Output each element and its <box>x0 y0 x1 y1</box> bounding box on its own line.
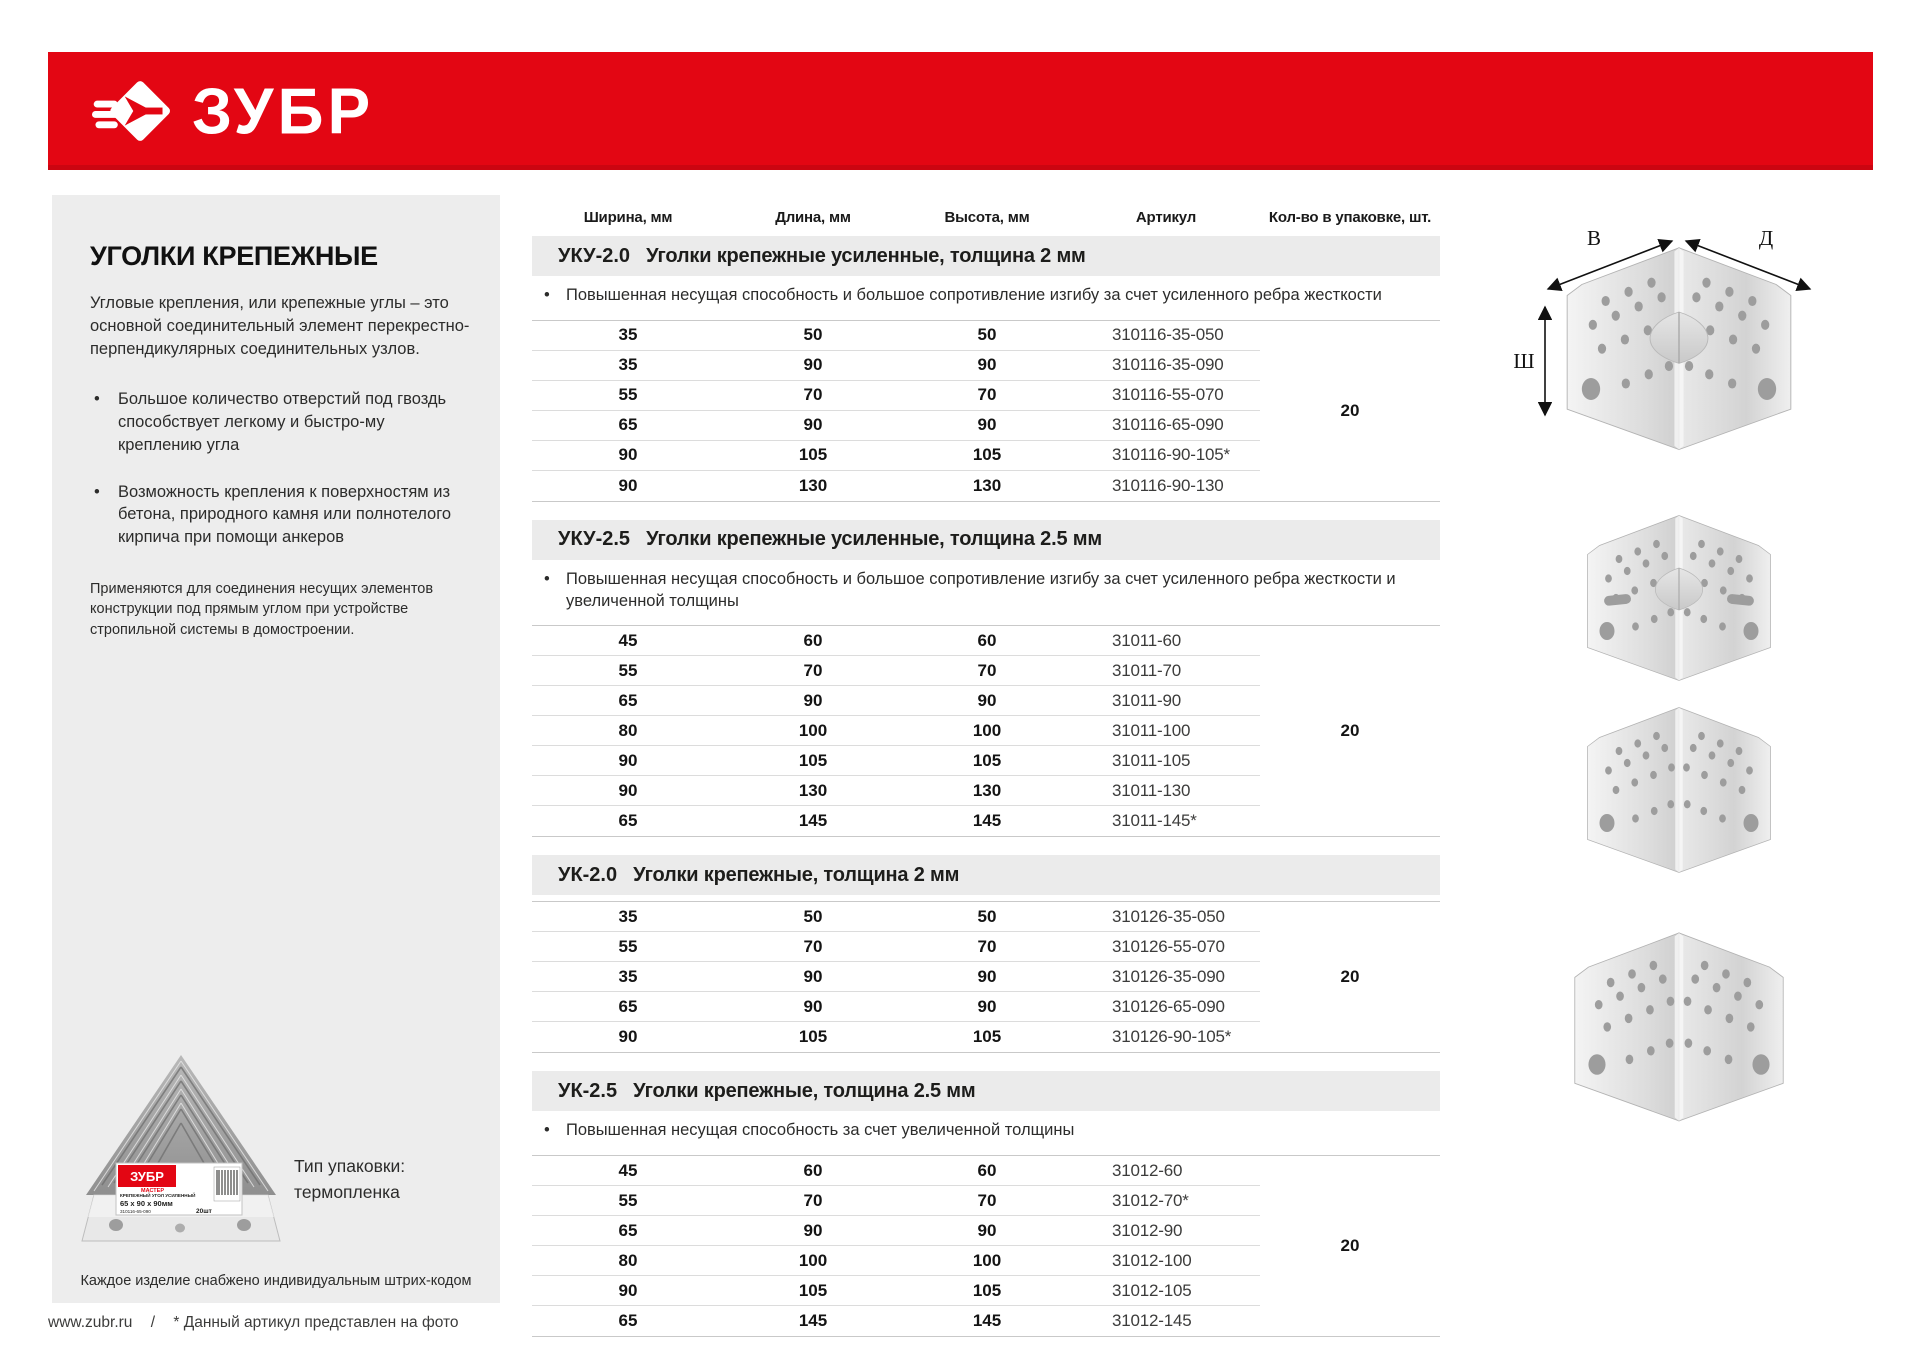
section-table <box>532 625 1440 837</box>
width-cell: 90 <box>618 475 638 495</box>
width-cell: 45 <box>618 630 638 650</box>
length-cell: 145 <box>798 811 828 831</box>
height-cell: 50 <box>977 325 997 345</box>
page-footer <box>48 1314 459 1332</box>
section-code: УК-2.5 <box>558 1079 618 1102</box>
section-feature <box>532 276 1412 314</box>
article-cell: 310116-90-130 <box>1112 475 1224 495</box>
bullet-marker: • <box>544 1121 550 1140</box>
packaging-type-value: термопленка <box>294 1181 400 1202</box>
section-table <box>532 901 1440 1053</box>
pack-qty-cell <box>1260 321 1440 501</box>
height-cell: 50 <box>977 906 997 926</box>
bracket-photo-uku25 <box>1464 505 1894 685</box>
article-cell: 31012-100 <box>1112 1250 1192 1270</box>
rows <box>532 902 1260 1052</box>
article-cell: 31011-100 <box>1112 720 1191 740</box>
zubr-logo <box>92 68 374 154</box>
width-cell: 65 <box>618 996 638 1016</box>
length-cell: 90 <box>803 966 823 986</box>
section-title: Уголки крепежные усиленные, толщина 2 мм <box>646 244 1086 267</box>
article-cell: 31011-145* <box>1112 811 1197 831</box>
article-cell: 31011-70 <box>1112 660 1181 680</box>
page-title: УГОЛКИ КРЕПЕЖНЫЕ <box>90 241 378 271</box>
bullet-marker: • <box>94 390 100 409</box>
length-cell: 105 <box>798 1027 828 1047</box>
article-cell: 31012-60 <box>1112 1160 1183 1180</box>
table-row <box>532 321 1260 351</box>
article-cell: 310116-65-090 <box>1112 415 1224 435</box>
pack-qty-cell <box>1260 902 1440 1052</box>
dim-label-D: Д <box>1758 226 1774 250</box>
section-title: Уголки крепежные, толщина 2.5 мм <box>633 1079 976 1102</box>
width-cell: 90 <box>618 780 638 800</box>
label-sub: МАСТЕР <box>141 1188 164 1194</box>
pack-qty-cell <box>1260 626 1440 836</box>
table-row <box>532 806 1260 836</box>
product-photo <box>76 1045 286 1257</box>
height-cell: 105 <box>972 750 1002 770</box>
table-row <box>532 351 1260 381</box>
section-uk-25 <box>532 1071 1440 1337</box>
site-url: www.zubr.ru <box>48 1314 133 1331</box>
length-cell: 50 <box>803 906 823 926</box>
section-header <box>532 520 1440 560</box>
table-row <box>532 441 1260 471</box>
section-table <box>532 1155 1440 1337</box>
bullet-marker: • <box>544 286 550 304</box>
table-row <box>532 381 1260 411</box>
length-cell: 130 <box>798 475 828 495</box>
section-feature <box>532 1111 1412 1149</box>
height-cell: 130 <box>972 475 1002 495</box>
bullet-marker: • <box>94 482 100 501</box>
table-row <box>532 1186 1260 1216</box>
height-cell: 70 <box>977 936 997 956</box>
article-cell: 31011-130 <box>1112 780 1191 800</box>
section-uku-20 <box>532 236 1440 502</box>
col-header-pack-qty: Кол-во в упаковке, шт. <box>1268 208 1432 226</box>
length-cell: 90 <box>803 996 823 1016</box>
height-cell: 70 <box>977 1190 997 1210</box>
feature-text: Возможность крепления к поверхностям из бетона, природного камня или полнотелого кирпича при помощи анкеров <box>118 482 452 547</box>
article-cell: 310116-55-070 <box>1112 385 1224 405</box>
label-size: 65 х 90 х 90мм <box>120 1199 173 1208</box>
width-cell: 55 <box>618 660 638 680</box>
pack-qty-value: 20 <box>1340 400 1360 420</box>
width-cell: 35 <box>618 325 638 345</box>
article-cell: 31011-60 <box>1112 630 1181 650</box>
article-cell: 310126-90-105* <box>1112 1027 1232 1047</box>
width-cell: 65 <box>618 415 638 435</box>
height-cell: 60 <box>977 1160 997 1180</box>
article-cell: 31012-70* <box>1112 1190 1189 1210</box>
section-header <box>532 855 1440 895</box>
width-cell: 45 <box>618 1160 638 1180</box>
section-uku-25 <box>532 520 1440 838</box>
table-row <box>532 1306 1260 1336</box>
packaging-type-label: Тип упаковки: <box>294 1156 406 1177</box>
section-feature <box>532 560 1412 620</box>
barcode-note: Каждое изделие снабжено индивидуальным штрих-кодом <box>80 1273 472 1289</box>
rows <box>532 626 1260 836</box>
height-cell: 145 <box>972 811 1002 831</box>
width-cell: 80 <box>618 1250 638 1270</box>
section-uk-20 <box>532 855 1440 1053</box>
section-feature-text: Повышенная несущая способность и большое сопротивление изгибу за счет усиленного ребра жесткости <box>566 286 1382 304</box>
height-cell: 105 <box>972 445 1002 465</box>
width-cell: 55 <box>618 1190 638 1210</box>
width-cell: 80 <box>618 720 638 740</box>
length-cell: 90 <box>803 690 823 710</box>
length-cell: 70 <box>803 385 823 405</box>
article-cell: 31012-105 <box>1112 1280 1192 1300</box>
article-cell: 310126-55-070 <box>1112 936 1225 956</box>
table-row <box>532 776 1260 806</box>
width-cell: 35 <box>618 355 638 375</box>
width-cell: 65 <box>618 690 638 710</box>
footer-note: * Данный артикул представлен на фото <box>173 1314 459 1331</box>
length-cell: 90 <box>803 355 823 375</box>
feature-list <box>90 388 470 549</box>
sidebar <box>52 195 500 1303</box>
width-cell: 35 <box>618 906 638 926</box>
section-code: УКУ-2.5 <box>558 528 631 551</box>
length-cell: 145 <box>798 1311 828 1331</box>
table-row <box>532 1216 1260 1246</box>
length-cell: 70 <box>803 1190 823 1210</box>
section-code: УКУ-2.0 <box>558 244 631 267</box>
length-cell: 60 <box>803 630 823 650</box>
section-feature-text: Повышенная несущая способность за счет увеличенной толщины <box>566 1121 1075 1140</box>
height-cell: 70 <box>977 385 997 405</box>
section-header <box>532 236 1440 276</box>
bracket-photo-uk25 <box>1464 921 1894 1126</box>
height-cell: 145 <box>972 1311 1002 1331</box>
height-cell: 90 <box>977 996 997 1016</box>
table-row <box>532 962 1260 992</box>
length-cell: 130 <box>798 780 828 800</box>
table-row <box>532 686 1260 716</box>
label-brand: ЗУБР <box>130 1169 164 1184</box>
pack-qty-cell <box>1260 1156 1440 1336</box>
width-cell: 90 <box>618 445 638 465</box>
bracket-diagram-image <box>1448 205 1910 455</box>
article-cell: 31012-90 <box>1112 1220 1183 1240</box>
label-product-name: КРЕПЕЖНЫЙ УГОЛ УСИЛЕННЫЙ <box>120 1193 196 1198</box>
col-header-length: Длина, мм <box>775 208 851 226</box>
width-cell: 90 <box>618 750 638 770</box>
label-article: 310116-65-090 <box>120 1209 151 1214</box>
article-cell: 31012-145 <box>1112 1311 1192 1331</box>
column-headers <box>532 200 1440 234</box>
height-cell: 70 <box>977 660 997 680</box>
pack-qty-value: 20 <box>1340 967 1360 987</box>
table-row <box>532 1022 1260 1052</box>
packaging-photo-area <box>76 1037 476 1257</box>
table-row <box>532 932 1260 962</box>
height-cell: 100 <box>972 1250 1002 1270</box>
length-cell: 105 <box>798 750 828 770</box>
article-cell: 31011-105 <box>1112 750 1191 770</box>
table-row <box>532 471 1260 501</box>
length-cell: 105 <box>798 1280 828 1300</box>
article-cell: 310126-65-090 <box>1112 996 1225 1016</box>
article-cell: 310116-35-090 <box>1112 355 1224 375</box>
dim-label-B: В <box>1586 226 1602 250</box>
width-cell: 65 <box>618 811 638 831</box>
usage-note: Применяются для соединения несущих элементов конструкции под прямым углом при устройстве стропильной системы в домостроении. <box>90 580 434 639</box>
length-cell: 50 <box>803 325 823 345</box>
table-row <box>532 746 1260 776</box>
brand-header <box>48 52 1873 170</box>
height-cell: 90 <box>977 1220 997 1240</box>
length-cell: 70 <box>803 660 823 680</box>
section-title: Уголки крепежные, толщина 2 мм <box>633 863 960 886</box>
brand-name: ЗУБР <box>192 74 375 148</box>
length-cell: 90 <box>803 415 823 435</box>
length-cell: 105 <box>798 445 828 465</box>
table-row <box>532 626 1260 656</box>
bracket-photo-uk20 <box>1464 697 1894 877</box>
table-row <box>532 902 1260 932</box>
length-cell: 60 <box>803 1160 823 1180</box>
table-row <box>532 1246 1260 1276</box>
length-cell: 100 <box>798 720 828 740</box>
table-row <box>532 1276 1260 1306</box>
product-images <box>1448 205 1910 1315</box>
pack-qty-value: 20 <box>1340 721 1360 741</box>
col-header-width: Ширина, мм <box>583 208 673 226</box>
table-row <box>532 716 1260 746</box>
width-cell: 90 <box>618 1280 638 1300</box>
feature-item <box>90 388 470 456</box>
bullet-marker: • <box>544 569 550 588</box>
intro-text: Угловые крепления, или крепежные углы – это основной соединительный элемент перекрестно-перпендикулярных соединительных узлов. <box>90 294 470 358</box>
length-cell: 90 <box>803 1220 823 1240</box>
table-row <box>532 992 1260 1022</box>
width-cell: 90 <box>618 1027 638 1047</box>
section-header <box>532 1071 1440 1111</box>
spec-tables <box>532 200 1440 1355</box>
width-cell: 35 <box>618 966 638 986</box>
table-row <box>532 656 1260 686</box>
rows <box>532 321 1260 501</box>
dim-label-Sh: Ш <box>1513 349 1535 373</box>
height-cell: 90 <box>977 355 997 375</box>
height-cell: 105 <box>972 1280 1002 1300</box>
col-header-article: Артикул <box>1135 208 1197 226</box>
feature-text: Большое количество отверстий под гвоздь способствует легкому и быстро-му креплению угла <box>118 390 447 454</box>
height-cell: 60 <box>977 630 997 650</box>
article-cell: 310116-90-105* <box>1112 445 1230 465</box>
height-cell: 90 <box>977 415 997 435</box>
zubr-logo-icon <box>92 68 178 154</box>
footer-separator: / <box>150 1314 156 1331</box>
height-cell: 100 <box>972 720 1002 740</box>
section-table <box>532 320 1440 502</box>
height-cell: 105 <box>972 1027 1002 1047</box>
article-cell: 310126-35-090 <box>1112 966 1225 986</box>
package-label <box>116 1163 242 1215</box>
length-cell: 70 <box>803 936 823 956</box>
width-cell: 55 <box>618 385 638 405</box>
article-cell: 310126-35-050 <box>1112 906 1225 926</box>
feature-item <box>90 481 470 549</box>
col-header-height: Высота, мм <box>944 208 1030 226</box>
section-feature-text: Повышенная несущая способность и большое сопротивление изгибу за счет усиленного ребра жесткости и увеличенной толщины <box>566 569 1396 610</box>
pack-qty-value: 20 <box>1340 1236 1360 1256</box>
barcode-icon <box>214 1167 240 1201</box>
table-row <box>532 411 1260 441</box>
section-code: УК-2.0 <box>558 863 618 886</box>
length-cell: 100 <box>798 1250 828 1270</box>
table-row <box>532 1156 1260 1186</box>
article-cell: 31011-90 <box>1112 690 1181 710</box>
section-title: Уголки крепежные усиленные, толщина 2.5 мм <box>646 528 1102 551</box>
height-cell: 90 <box>977 690 997 710</box>
rows <box>532 1156 1260 1336</box>
label-qty: 20шт <box>196 1208 212 1215</box>
width-cell: 55 <box>618 936 638 956</box>
article-cell: 310116-35-050 <box>1112 325 1224 345</box>
height-cell: 90 <box>977 966 997 986</box>
packaging-type <box>294 1154 405 1205</box>
width-cell: 65 <box>618 1311 638 1331</box>
height-cell: 130 <box>972 780 1002 800</box>
width-cell: 65 <box>618 1220 638 1240</box>
